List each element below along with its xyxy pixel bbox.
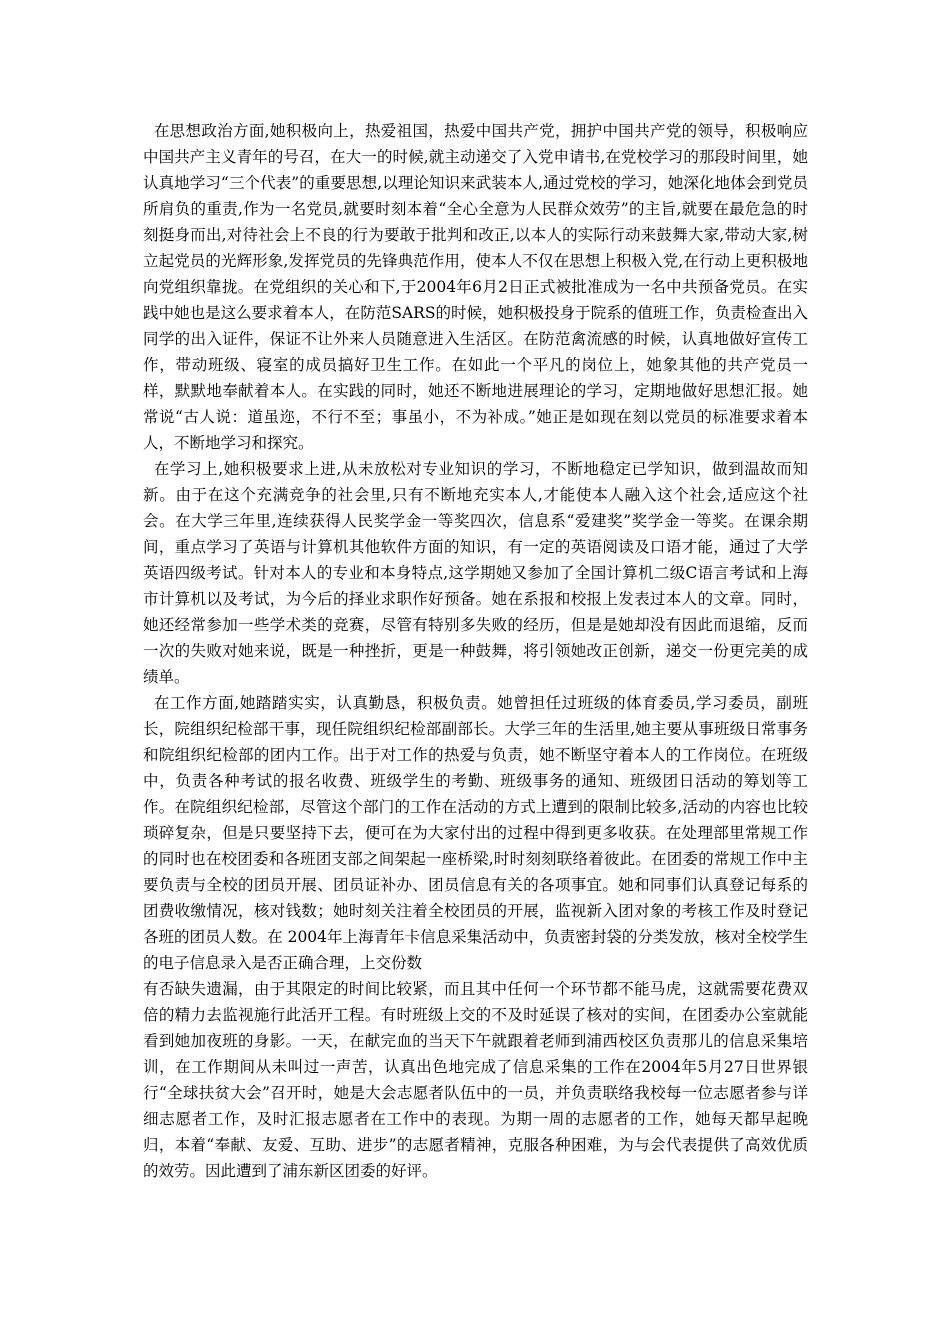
document-body	[143, 118, 808, 1184]
paragraph-study: 在学习上,她积极要求上进,从未放松对专业知识的学习，不断地稳定已学知识，做到温故而知新。由于在这个充满竞争的社会里,只有不断地充实本人,才能使本人融入这个社会,适应这个社会。在大学三年里,连续获得人民奖学金一等奖四次，信息系“爱建奖”奖学金一等奖。在课余期间，重点学习了英语与计算机其他软件方面的知识，有一定的英语阅读及口语才能，通过了大学英语四级考试。针对本人的专业和本身特点,这学期她又参加了全国计算机二级C语言考试和上海市计算机以及考试，为今后的择业求职作好预备。她在系报和校报上发表过本人的文章。同时，她还经常参加一些学术类的竞赛，尽管有特别多失败的经历，但是是她却没有因此而退缩，反而一次的失败对她来说，既是一种挫折，更是一种鼓舞，将引领她改正创新，递交一份更完美的成绩单。	[143, 460, 808, 686]
paragraph-work-continued: 有否缺失遗漏，由于其限定的时间比较紧，而且其中任何一个环节都不能马虎，这就需要花费双倍的精力去监视施行此活开工程。有时班级上交的不及时延误了核对的实间，在团委办公室就能看到她加夜班的身影。一天，在献完血的当天下午就跟着老师到浦西校区负责那儿的信息采集培训，在工作期间从未叫过一声苦，认真出色地完成了信息采集的工作在2004年5月27日世界银行“全球扶贫大会”召开时，她是大会志愿者队伍中的一员，并负责联络我校每一位志愿者参与详细志愿者工作，及时汇报志愿者在工作中的表现。为期一周的志愿者的工作，她每天都早起晚归，本着“奉献、友爱、互助、进步”的志愿者精神，克服各种困难，为与会代表提供了高效优质的效劳。因此遭到了浦东新区团委的好评。	[143, 980, 808, 1180]
paragraph-work: 在工作方面,她踏踏实实，认真勤恳，积极负责。她曾担任过班级的体育委员,学习委员，副班长，院组织纪检部干事，现任院组织纪检部副部长。大学三年的生活里,她主要从事班级日常事务和院组织纪检部的团内工作。出于对工作的热爱与负责，她不断坚守着本人的工作岗位。在班级中，负责各种考试的报名收费、班级学生的考勤、班级事务的通知、班级团日活动的筹划等工作。在院组织纪检部，尽管这个部门的工作在活动的方式上遭到的限制比较多,活动的内容也比较琐碎复杂，但是只要坚持下去，便可在为大家付出的过程中得到更多收获。在处理部里常规工作的同时也在校团委和各班团支部之间架起一座桥梁,时时刻刻联络着彼此。在团委的常规工作中主要负责与全校的团员开展、团员证补办、团员信息有关的各项事宜。她和同事们认真登记每系的团费收缴情况，核对钱数；她时刻关注着全校团员的开展，监视新入团对象的考核工作及时登记各班的团员人数。在 2004年上海青年卡信息采集活动中，负责密封袋的分类发放，核对全校学生的电子信息录入是否正确合理，上交份数	[143, 694, 808, 972]
paragraph-politics: 在思想政治方面,她积极向上，热爱祖国，热爱中国共产党，拥护中国共产党的领导，积极响应中国共产主义青年的号召，在大一的时候,就主动递交了入党申请书,在党校学习的那段时间里，她认真地学习“三个代表”的重要思想,以理论知识来武装本人,通过党校的学习，她深化地体会到党员所肩负的重责,作为一名党员,就要时刻本着“全心全意为人民群众效劳”的主旨,就要在最危急的时刻挺身而出,对待社会上不良的行为要敢于批判和改正,以本人的实际行动来鼓舞大家,带动大家,树立起党员的光辉形象,发挥党员的先锋典范作用，使本人不仅在思想上积极入党,在行动上更积极地向党组织靠拢。在党组织的关心和下,于2004年6月2日正式被批准成为一名中共预备党员。在实践中她也是这么要求着本人，在防范SARS的时候，她积极投身于院系的值班工作，负责检查出入同学的出入证件，保证不让外来人员随意进入生活区。在防范禽流感的时候，认真地做好宣传工作，带动班级、寝室的成员搞好卫生工作。在如此一个平凡的岗位上，她象其他的共产党员一样，默默地奉献着本人。在实践的同时，她还不断地进展理论的学习，定期地做好思想汇报。她常说“古人说：道虽迩，不行不至；事虽小，不为补成。”她正是如现在刻以党员的标准要求着本人，不断地学习和探究。	[143, 122, 808, 452]
